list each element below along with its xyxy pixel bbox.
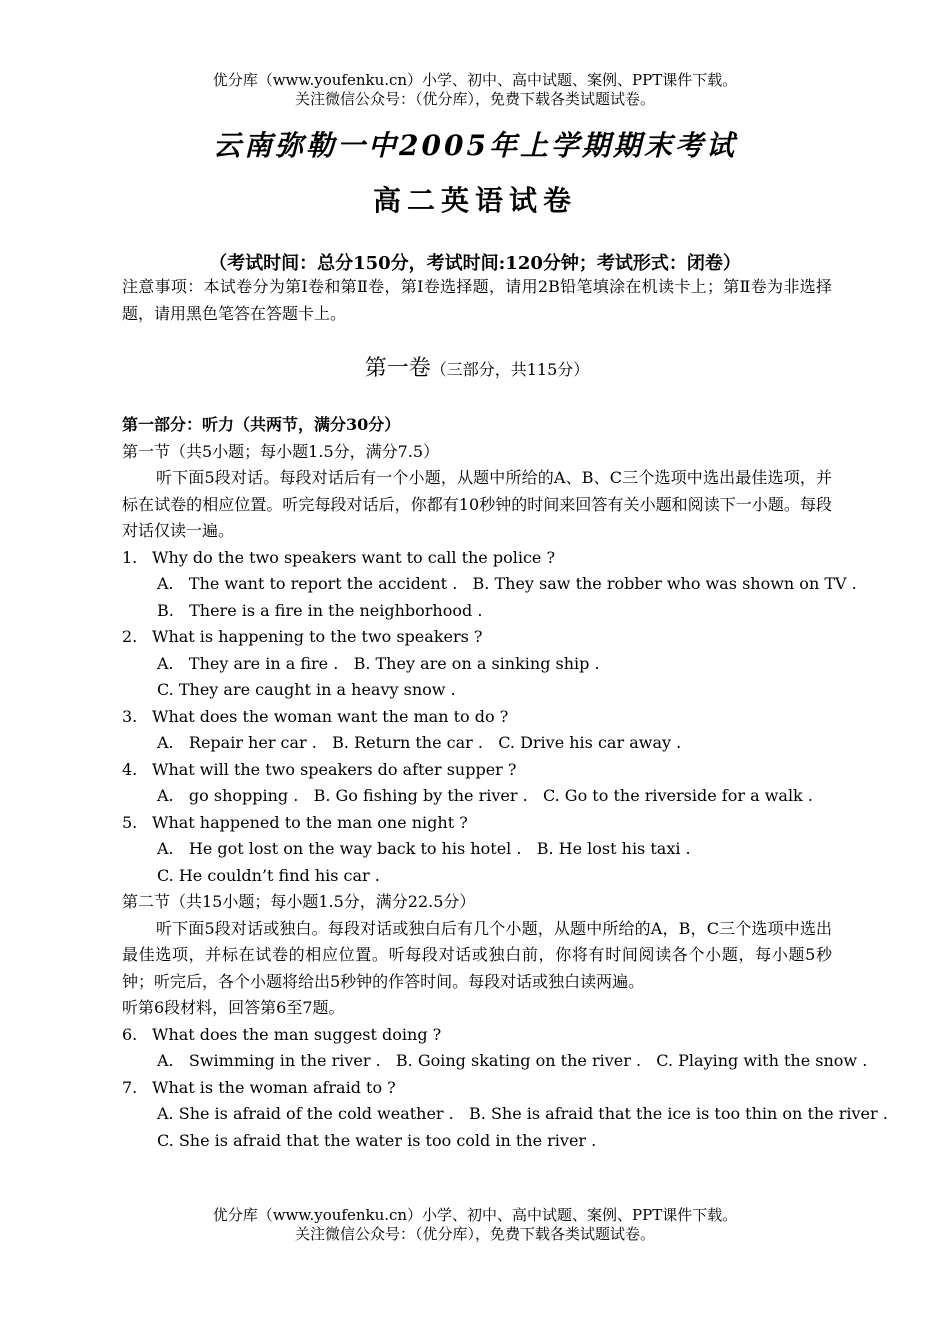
section2-title: 第二节（共15小题；每小题1.5分，满分22.5分） — [122, 892, 476, 911]
question-text: What happened to the man one night ? — [152, 812, 468, 832]
question — [122, 810, 832, 890]
question-options: A. He got lost on the way back to his hotel . B. He lost his taxi . — [157, 839, 691, 858]
question — [122, 757, 832, 810]
question-number: 3. — [122, 706, 138, 726]
question-number: 4. — [122, 759, 138, 779]
volume-title: 第一卷 — [364, 356, 431, 381]
question — [122, 545, 857, 625]
question-list-1 — [122, 545, 857, 890]
page-footer — [0, 1206, 950, 1244]
question — [122, 704, 832, 757]
question-options: A. go shopping . B. Go fishing by the river . C. Go to the riverside for a walk . — [157, 786, 813, 805]
question-options: A. Swimming in the river . B. Going skating on the river . C. Playing with the snow . — [157, 1051, 868, 1070]
question-number: 7. — [122, 1077, 138, 1097]
question-number: 1. — [122, 547, 138, 567]
exam-info: （考试时间：总分150分，考试时间:120分钟；考试形式：闭卷） — [209, 253, 741, 274]
question-options: C. They are caught in a heavy snow . — [157, 680, 456, 699]
question-text: What does the woman want the man to do ? — [152, 706, 509, 726]
question-options: A. Repair her car . B. Return the car . C. Drive his car away . — [157, 733, 682, 752]
question — [122, 624, 832, 704]
section2-instructions: 听下面5段对话或独白。每段对话或独白后有几个小题，从题中所给的A，B，C三个选项中选出最佳选项，并标在试卷的相应位置。听每段对话或独白前，你将有时间阅读各个小题，每小题5秒钟；听完后，各个小题将给出5秒钟的作答时间。每段对话或独白读两遍。 — [122, 918, 832, 991]
question-text: What will the two speakers do after supper ? — [152, 759, 517, 779]
question-options: C. He couldn’t find his car . — [157, 865, 380, 885]
question-number: 2. — [122, 627, 138, 646]
exam-content — [122, 274, 888, 1154]
question — [122, 1022, 868, 1075]
section1-title: 第一节（共5小题；每小题1.5分，满分7.5） — [122, 441, 440, 461]
volume-note: （三部分，共115分） — [430, 360, 590, 379]
section1-instructions: 听下面5段对话。每段对话后有一个小题，从题中所给的A、B、C三个选项中选出最佳选项，并标在试卷的相应位置。听完每段对话后，你都有10秒钟的时间来回答有关小题和阅读下一小题。每段对话仅读一遍。 — [122, 468, 832, 540]
material-instruction: 听第6段材料，回答第6至7题。 — [122, 998, 345, 1017]
part1-title: 第一部分：听力（共两节，满分30分） — [122, 415, 401, 434]
question-list-2 — [122, 1022, 888, 1155]
header-line-1: 优分库（www.youfenku.cn）小学、初中、高中试题、案例、PPT课件下载。 — [212, 71, 738, 89]
question-number: 6. — [122, 1024, 138, 1044]
question — [122, 1075, 888, 1155]
header-line-2: 关注微信公众号：（优分库），免费下载各类试题试卷。 — [294, 90, 655, 108]
page-header — [0, 71, 950, 109]
footer-line-1: 优分库（www.youfenku.cn）小学、初中、高中试题、案例、PPT课件下载。 — [212, 1206, 738, 1224]
question-options: C. She is afraid that the water is too cold in the river . — [157, 1130, 597, 1150]
question-number: 5. — [122, 812, 138, 832]
question-options: A. They are in a fire . B. They are on a sinking ship . — [157, 653, 600, 673]
exam-title: 云南弥勒一中2005年上学期期末考试 — [213, 129, 737, 162]
notice: 注意事项：本试卷分为第Ⅰ卷和第Ⅱ卷，第Ⅰ卷选择题，请用2B铅笔填涂在机读卡上；第Ⅱ卷为非选择题，请用黑色笔答在答题卡上。 — [122, 277, 832, 323]
question-options: A. She is afraid of the cold weather . B. She is afraid that the ice is too thin on the river . — [157, 1104, 888, 1123]
question-text: What does the man suggest doing ? — [152, 1024, 442, 1044]
exam-subtitle: 高二英语试卷 — [372, 184, 577, 217]
question-options: A. The want to report the accident . B. They saw the robber who was shown on TV . — [157, 574, 857, 593]
question-options: B. There is a fire in the neighborhood . — [157, 600, 483, 620]
question-text: What is happening to the two speakers ? — [152, 627, 483, 646]
question-text: What is the woman afraid to ? — [152, 1077, 396, 1097]
volume-heading — [122, 354, 832, 385]
question-text: Why do the two speakers want to call the police ? — [152, 547, 556, 567]
footer-line-2: 关注微信公众号：（优分库），免费下载各类试题试卷。 — [294, 1225, 655, 1243]
